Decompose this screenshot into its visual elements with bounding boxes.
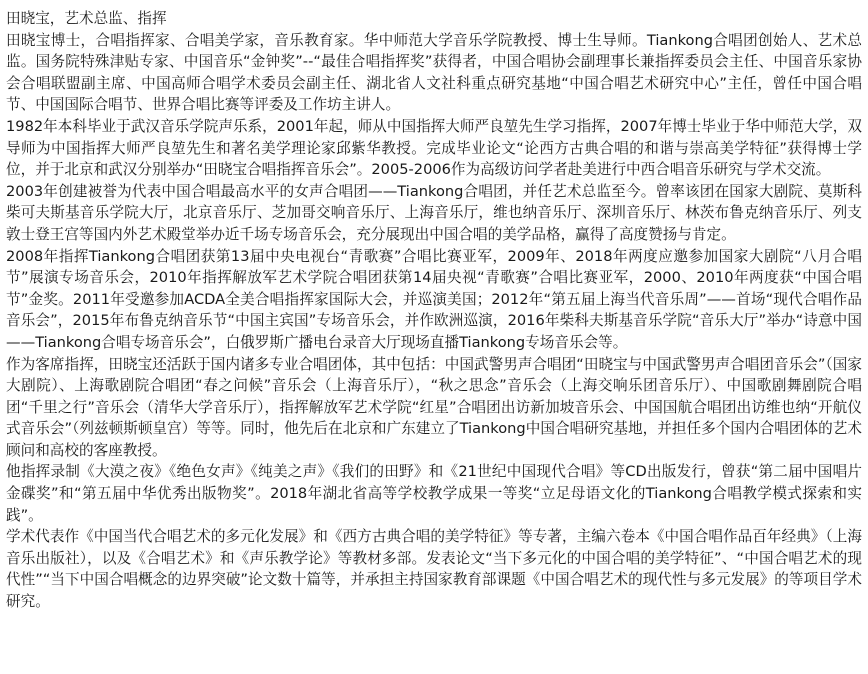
bio-paragraph-recordings: 他指挥录制《大漠之夜》《绝色女声》《纯美之声》《我们的田野》和《21世纪中国现代合唱》等CD出版发行，曾获“第二届中国唱片金碟奖”和“第五届中华优秀出版物奖”。2018年湖北省高等学校教学成果一等奖“立足母语文化的Tiankong合唱教学模式探索和实践”。 <box>6 463 862 524</box>
bio-title: 田晓宝，艺术总监、指挥 <box>6 10 167 27</box>
bio-paragraph-education: 1982年本科毕业于武汉音乐学院声乐系，2001年起，师从中国指挥大师严良堃先生学习指挥，2007年博士毕业于华中师范大学，双导师为中国指挥大师严良堃先生和著名美学理论家邱紫华教授。完成毕业论文“论西方古典合唱的和谐与崇高美学特征”获得博士学位，并于北京和武汉分别举办“田晓宝合唱指挥音乐会”。2005-2006作为高级访问学者赴美进行中西合唱音乐研究与学术交流。 <box>6 117 862 179</box>
bio-paragraph-awards: 2008年指挥Tiankong合唱团获第13届中央电视台“青歌赛”合唱比赛亚军，2009年、2018年两度应邀参加国家大剧院“八月合唱节”展演专场音乐会，2010年指挥解放军艺术学院合唱团获第14届央视“青歌赛”合唱比赛亚军，2000、2010年两度获“中国合唱节”金奖。2011年受邀参加ACDA全美合唱指挥家国际大会，并巡演美国；2012年“第五届上海当代音乐周”——首场“现代合唱作品音乐会”，2015年布鲁克纳音乐节“中国主宾国”专场音乐会，并作欧洲巡演，2016年柴科夫斯基音乐学院“音乐大厅”举办“诗意中国——Tiankong合唱专场音乐会”，白俄罗斯广播电台录音大厅现场直播Tiankong专场音乐会等。 <box>6 247 862 351</box>
bio-paragraph-guest-conductor: 作为客席指挥，田晓宝还活跃于国内诸多专业合唱团体，其中包括：中国武警男声合唱团“田晓宝与中国武警男声合唱团音乐会”（国家大剧院）、上海歌剧院合唱团“春之问候”音乐会（上海音乐厅），“秋之思念”音乐会（上海交响乐团音乐厅）、中国歌剧舞剧院合唱团“千里之行”音乐会（清华大学音乐厅），指挥解放军艺术学院“红星”合唱团出访新加坡音乐会、中国国航合唱团出访维也纳“开航仪式音乐会”（列兹顿斯顿皇宫）等等。同时，他先后在北京和广东建立了Tiankong中国合唱研究基地，并担任多个国内合唱团体的艺术顾问和高校的客座教授。 <box>6 355 862 459</box>
bio-paragraph-publications: 学术代表作《中国当代合唱艺术的多元化发展》和《西方古典合唱的美学特征》等专著，主编六卷本《中国合唱作品百年经典》（上海音乐出版社），以及《合唱艺术》和《声乐教学论》等教材多部。发表论文“当下多元化的中国合唱的美学特征”、“中国合唱艺术的现代性”“当下中国合唱概念的边界突破”论文数十篇等，并承担主持国家教育部课题《中国合唱艺术的现代性与多元发展》的等项目学术研究。 <box>6 528 862 611</box>
bio-paragraph-intro: 田晓宝博士，合唱指挥家、合唱美学家，音乐教育家。华中师范大学音乐学院教授、博士生导师。Tiankong合唱团创始人、艺术总监。国务院特殊津贴专家、中国音乐“金钟奖”--“最佳合唱指挥奖”获得者，中国合唱协会副理事长兼指挥委员会主任、中国音乐家协会合唱联盟副主席、中国高师合唱学术委员会副主任、湖北省人文社科重点研究基地“中国合唱艺术研究中心”主任，曾任中国合唱节、中国国际合唱节、世界合唱比赛等评委及工作坊主讲人。 <box>6 31 862 114</box>
bio-paragraph-tiankong: 2003年创建被誉为代表中国合唱最高水平的女声合唱团——Tiankong合唱团，并任艺术总监至今。曾率该团在国家大剧院、莫斯科柴可夫斯基音乐学院大厅，北京音乐厅、芝加哥交响音乐厅、上海音乐厅，维也纳音乐厅、深圳音乐厅、林茨布鲁克纳音乐厅、列支敦士登王宫等国内外艺术殿堂举办近千场专场音乐会，充分展现出中国合唱的美学品格，赢得了高度赞扬与肯定。 <box>6 182 862 243</box>
